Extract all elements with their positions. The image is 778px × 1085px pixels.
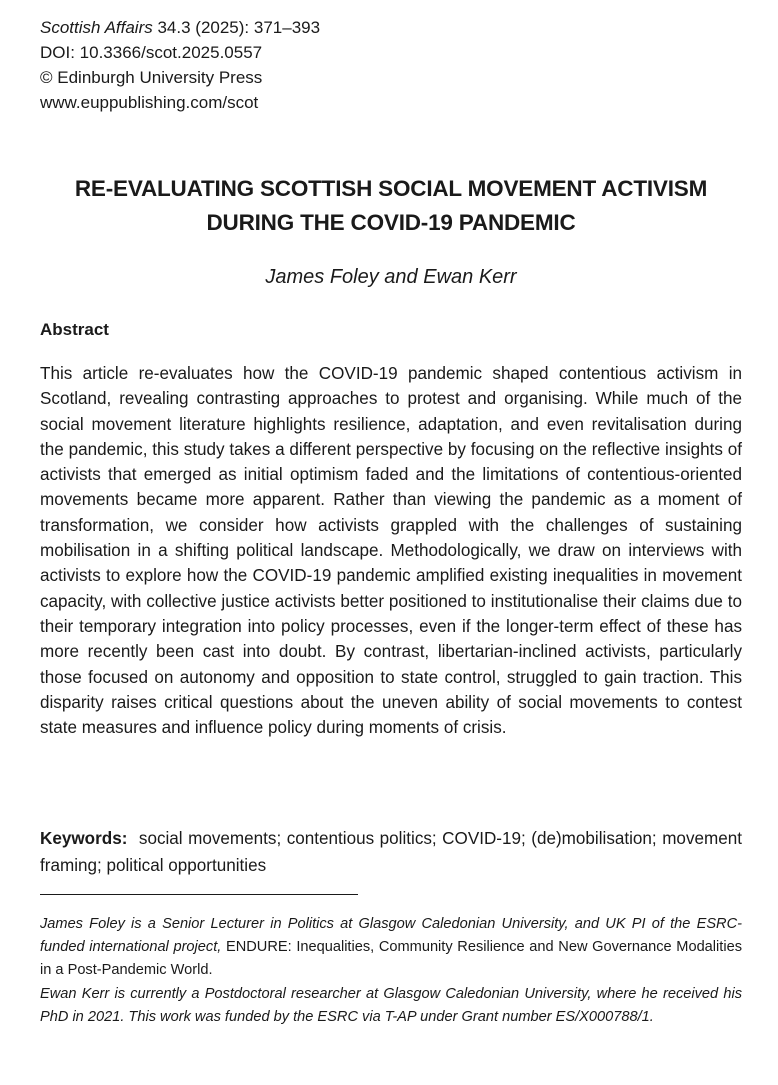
- journal-citation: [40, 15, 320, 40]
- author-footnotes: [40, 913, 742, 1029]
- journal-url: www.euppublishing.com/scot: [40, 93, 259, 112]
- keywords-list: social movements; contentious politics; COVID-19; (de)mobilisation; movement framing; political opportunities: [40, 829, 742, 875]
- keywords: [40, 825, 742, 879]
- footnote-kerr: Ewan Kerr is currently a Postdoctoral researcher at Glasgow Caledonian University, where he received his PhD in 2021. This work was funded by the ESRC via T-AP under Grant number ES/X000788/1.: [40, 985, 742, 1025]
- footnote-divider: [40, 894, 358, 895]
- copyright: © Edinburgh University Press: [40, 68, 263, 87]
- footnote-foley-bio: James Foley is a Senior Lecturer in Politics at Glasgow Caledonian University, and UK PI of the ESRC-funded international project,: [40, 916, 742, 956]
- keywords-label: Keywords:: [40, 829, 128, 848]
- title-line-1: RE-EVALUATING SCOTTISH SOCIAL MOVEMENT ACTIVISM: [74, 176, 708, 201]
- footnote-foley-project: ENDURE: Inequalities, Community Resilience and New Governance Modalities in a Post-Pandemic World.: [40, 939, 742, 979]
- footnote-foley: [40, 913, 742, 983]
- journal-metadata: [40, 15, 320, 115]
- journal-volume-pages: 34.3 (2025): 371–393: [152, 18, 321, 37]
- doi: DOI: 10.3366/scot.2025.0557: [40, 43, 263, 62]
- authors: James Foley and Ewan Kerr: [265, 266, 517, 288]
- article-title: [40, 172, 742, 240]
- journal-name: Scottish Affairs: [40, 18, 153, 37]
- abstract-text: This article re-evaluates how the COVID-19 pandemic shaped contentious activism in Scotland, revealing contrasting approaches to protest and organising. While much of the social movement literature highlights resilience, adaptation, and even revitalisation during the pandemic, this study takes a different perspective by focusing on the reflective insights of activists that emerged as initial optimism faded and the limitations of contentious-oriented movements became more apparent. Rather than viewing the pandemic as a moment of transformation, we consider how activists grappled with the challenges of sustaining mobilisation in a shifting political landscape. Methodologically, we draw on interviews with activists to explore how the COVID-19 pandemic amplified existing inequalities in movement capacity, with collective justice activists better positioned to institutionalise their claims due to their temporary integration into policy processes, even if the longer-term effect of these has more recently been cast into doubt. By contrast, libertarian-inclined activists, particularly those focused on autonomy and opposition to state control, struggled to gain traction. This disparity raises critical questions about the uneven ability of social movements to contest state measures and influence policy during moments of crisis.: [40, 364, 742, 738]
- abstract-heading: Abstract: [40, 320, 109, 339]
- title-line-2: DURING THE COVID-19 PANDEMIC: [206, 210, 576, 235]
